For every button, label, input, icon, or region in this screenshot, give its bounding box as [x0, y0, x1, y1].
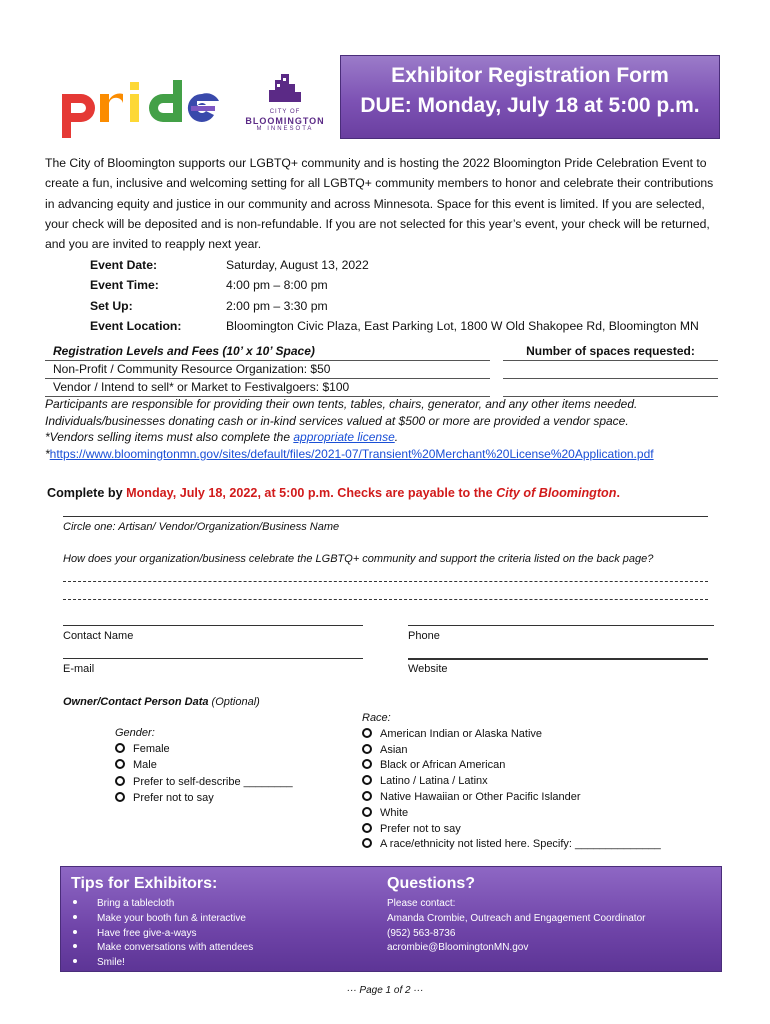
city-logo-state: M INNESOTA [256, 126, 314, 132]
gender-option-label: Prefer to self-describe ________ [133, 775, 293, 788]
race-option-label: American Indian or Alaska Native [380, 727, 543, 740]
tips-list [73, 897, 253, 971]
note-responsibility: Participants are responsible for providing their own tents, tables, chairs, generator, and any other items needed. [45, 397, 638, 411]
city-skyline-icon [265, 72, 305, 104]
email-label: E-mail [63, 663, 95, 675]
questions-contact [387, 897, 645, 956]
bullet-icon [73, 900, 77, 904]
notes [45, 396, 735, 462]
tip-item [73, 927, 253, 942]
license-link[interactable]: appropriate license [293, 430, 395, 444]
fees-table [45, 343, 490, 397]
phone-field[interactable] [408, 625, 714, 626]
tip-text: Bring a tablecloth [97, 898, 175, 909]
note-license-text: *Vendors selling items must also complete the [45, 430, 294, 444]
complete-payee: City of Bloomington [496, 486, 617, 500]
tips-questions-box [60, 866, 722, 972]
pride-logo [60, 80, 230, 140]
event-location-value: Bloomington Civic Plaza, East Parking Lot, 1800 W Old Shakopee Rd, Bloomington MN [226, 319, 699, 334]
spaces-field-1[interactable] [503, 361, 718, 379]
website-label: Website [408, 663, 448, 675]
form-title: Exhibitor Registration Form [391, 64, 669, 87]
race-option-label: Latino / Latina / Latinx [380, 775, 488, 788]
race-option-black[interactable] [362, 758, 661, 774]
complete-suffix: . [616, 486, 620, 500]
intro-paragraph: The City of Bloomington supports our LGBTQ+ community and is hosting the 2022 Bloomington Pride Celebration Event to create a fun, inclusive and welcoming setting for all LGBTQ+ community members to honor and celebrate their contributions in advancing equity and justice in our community and across Minnesota. Space for this event is limited. If you are selected, your check will be deposited and is non-refundable. If you are not selected for this year’s event, your check will be returned, and you are invited to reapply next year. [45, 156, 714, 252]
phone-label: Phone [408, 630, 440, 642]
radio-icon [115, 776, 125, 786]
owner-data-title [63, 696, 260, 708]
race-option-label: White [380, 806, 409, 819]
gender-option-label: Prefer not to say [133, 791, 214, 804]
contact-intro: Please contact: [387, 898, 456, 909]
spaces-requested [503, 343, 718, 397]
race-options [362, 711, 661, 853]
note-license-period: . [394, 430, 399, 444]
radio-icon [362, 838, 372, 848]
spaces-header: Number of spaces requested: [503, 343, 718, 361]
tip-text: Make your booth fun & interactive [97, 912, 246, 924]
race-option-label: Native Hawaiian or Other Pacific Islander [380, 790, 581, 803]
page-number: ··· Page 1 of 2 ··· [346, 985, 424, 996]
radio-icon [115, 759, 125, 769]
gender-option-prefer-not[interactable] [115, 790, 293, 806]
website-field[interactable] [408, 658, 708, 660]
race-option-not-listed[interactable] [362, 837, 661, 853]
gender-option-male[interactable] [115, 757, 293, 773]
note-donations: Individuals/businesses donating cash or in-kind services valued at $500 or more are provided a vendor space. [45, 413, 629, 428]
circle-one-label: Circle one: Artisan/ Vendor/Organization/Business Name [63, 521, 340, 533]
race-option-label: Asian [380, 743, 408, 756]
gender-label: Gender: [115, 727, 155, 739]
event-time-value: 4:00 pm – 8:00 pm [226, 278, 328, 293]
fee-row-nonprofit: Non-Profit / Community Resource Organization: $50 [45, 361, 490, 379]
note-url [45, 446, 735, 463]
answer-line-2[interactable] [63, 599, 708, 600]
race-option-prefer-not[interactable] [362, 822, 661, 838]
owner-optional: (Optional) [208, 696, 260, 708]
complete-prefix: Complete by [47, 486, 127, 500]
race-option-label: A race/ethnicity not listed here. Specify: ______________ [380, 838, 661, 851]
radio-icon [362, 728, 372, 738]
due-date: DUE: Monday, July 18 at 5:00 p.m. [360, 94, 700, 117]
complete-deadline: Monday, July 18, 2022, at 5:00 p.m. Checks are payable to the [126, 486, 497, 500]
race-option-latino[interactable] [362, 774, 661, 790]
fees-header: Registration Levels and Fees (10’ x 10’ Space) [45, 343, 490, 361]
header-banner [340, 55, 720, 139]
event-location-row [90, 316, 699, 336]
event-date-row [90, 255, 699, 275]
contact-name-field[interactable] [63, 625, 363, 626]
tip-item [73, 912, 253, 927]
business-name-field[interactable] [63, 516, 708, 517]
answer-line-1[interactable] [63, 581, 708, 582]
radio-icon [362, 775, 372, 785]
spaces-field-2[interactable] [503, 379, 718, 397]
celebrate-question: How does your organization/business celebrate the LGBTQ+ community and support the criteria listed on the back page? [63, 553, 654, 565]
radio-icon [362, 823, 372, 833]
note-url-star: * [45, 446, 50, 461]
gender-option-label: Female [133, 743, 170, 756]
questions-title: Questions? [387, 875, 476, 892]
race-option-label: Prefer not to say [380, 822, 461, 835]
city-logo-small: CITY OF [269, 109, 301, 115]
event-time-row [90, 275, 699, 295]
tip-text: Make conversations with attendees [97, 942, 254, 954]
radio-icon [362, 807, 372, 817]
race-option-american-indian[interactable] [362, 727, 661, 743]
bullet-icon [73, 930, 77, 934]
setup-label: Set Up: [90, 298, 133, 313]
radio-icon [362, 791, 372, 801]
tip-text: Have free give-a-ways [97, 927, 197, 939]
owner-title-text: Owner/Contact Person Data [63, 696, 209, 708]
event-date-value: Saturday, August 13, 2022 [226, 258, 369, 272]
email-field[interactable] [63, 658, 363, 659]
event-details [90, 255, 699, 337]
tip-text: Smile! [97, 957, 125, 969]
bullet-icon [73, 915, 77, 919]
radio-icon [362, 759, 372, 769]
city-of-bloomington-logo [245, 72, 325, 134]
complete-by [47, 486, 620, 500]
gender-option-self-describe[interactable] [115, 774, 293, 790]
race-option-asian[interactable] [362, 743, 661, 759]
setup-value: 2:00 pm – 3:30 pm [226, 298, 328, 313]
race-option-white[interactable] [362, 806, 661, 822]
event-date-label: Event Date: [90, 258, 158, 272]
race-option-label: Black or African American [380, 759, 506, 772]
radio-icon [362, 744, 372, 754]
race-option-pacific-islander[interactable] [362, 790, 661, 806]
gender-option-female[interactable] [115, 741, 293, 757]
radio-icon [115, 792, 125, 802]
race-label: Race: [362, 712, 391, 724]
tips-title: Tips for Exhibitors: [71, 875, 218, 892]
gender-options [115, 725, 293, 806]
city-logo-name: BLOOMINGTON [245, 116, 325, 126]
contact-email[interactable]: acrombie@BloomingtonMN.gov [387, 942, 529, 954]
radio-icon [115, 743, 125, 753]
setup-row [90, 296, 699, 316]
license-url-link[interactable]: https://www.bloomingtonmn.gov/sites/default/files/2021-07/Transient%20Merchant%20License%20Application.pdf [49, 446, 654, 461]
fee-row-vendor: Vendor / Intend to sell* or Market to Festivalgoers: $100 [45, 379, 490, 397]
contact-person: Amanda Crombie, Outreach and Engagement Coordinator [387, 912, 646, 924]
event-location-label: Event Location: [90, 319, 182, 334]
contact-name-label: Contact Name [63, 630, 134, 642]
event-time-label: Event Time: [90, 278, 159, 293]
bullet-icon [73, 944, 77, 948]
tip-item [73, 941, 253, 956]
contact-phone: (952) 563-8736 [387, 927, 456, 939]
tip-item [73, 956, 253, 971]
note-license [45, 429, 735, 446]
gender-option-label: Male [133, 759, 157, 772]
bullet-icon [73, 959, 77, 963]
tip-item [73, 897, 253, 912]
